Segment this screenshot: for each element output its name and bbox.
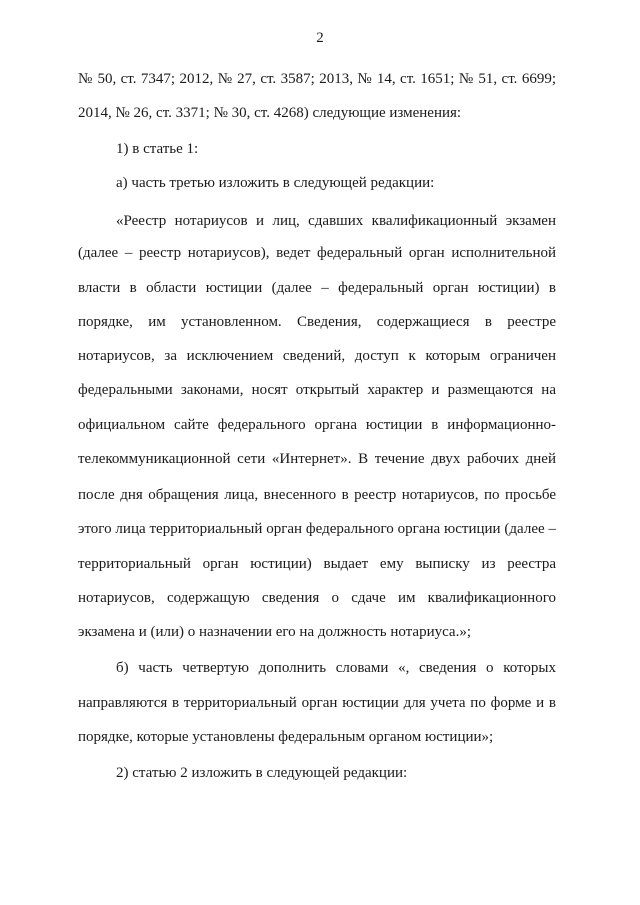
list-item-heading: 2) статью 2 изложить в следующей редакции: bbox=[116, 765, 408, 781]
text-line: порядке, которые установлены федеральным органом юстиции»; bbox=[78, 729, 494, 745]
quoted-text-line: экзамена и (или) о назначении его на должность нотариуса.»; bbox=[78, 624, 472, 640]
quoted-text-line: телекоммуникационной сети «Интернет». В течение двух рабочих дней bbox=[78, 451, 556, 467]
quoted-text-line: официальном сайте федерального органа юстиции в информационно- bbox=[78, 417, 556, 433]
text-line: б) часть четвертую дополнить словами «, сведения о которых bbox=[116, 660, 556, 676]
list-item-heading: 1) в статье 1: bbox=[116, 141, 199, 157]
page-number: 2 bbox=[316, 30, 324, 46]
quoted-text-line: нотариусов, за исключением сведений, доступ к которым ограничен bbox=[78, 348, 556, 364]
quoted-text-line: этого лица территориальный орган федерального органа юстиции (далее – bbox=[78, 521, 556, 537]
text-line: направляются в территориальный орган юстиции для учета по форме и в bbox=[78, 695, 556, 711]
quoted-text-line: (далее – реестр нотариусов), ведет федеральный орган исполнительной bbox=[78, 245, 556, 261]
quoted-text-line: федеральными законами, носят открытый характер и размещаются на bbox=[78, 382, 556, 398]
quoted-text-line: после дня обращения лица, внесенного в реестр нотариусов, по просьбе bbox=[78, 487, 556, 503]
quoted-text-line: «Реестр нотариусов и лиц, сдавших квалификационный экзамен bbox=[116, 213, 556, 229]
quoted-text-line: территориальный орган юстиции) выдает ему выписку из реестра bbox=[78, 556, 556, 572]
quoted-text-line: порядке, им установленном. Сведения, содержащиеся в реестре bbox=[78, 314, 556, 330]
list-item-subheading: а) часть третью изложить в следующей редакции: bbox=[116, 175, 435, 191]
text-line: № 50, ст. 7347; 2012, № 27, ст. 3587; 2013, № 14, ст. 1651; № 51, ст. 6699; bbox=[78, 71, 556, 87]
quoted-text-line: нотариусов, содержащую сведения о сдаче им квалификационного bbox=[78, 590, 556, 606]
text-line: 2014, № 26, ст. 3371; № 30, ст. 4268) следующие изменения: bbox=[78, 105, 462, 121]
quoted-text-line: власти в области юстиции (далее – федеральный орган юстиции) в bbox=[78, 280, 556, 296]
